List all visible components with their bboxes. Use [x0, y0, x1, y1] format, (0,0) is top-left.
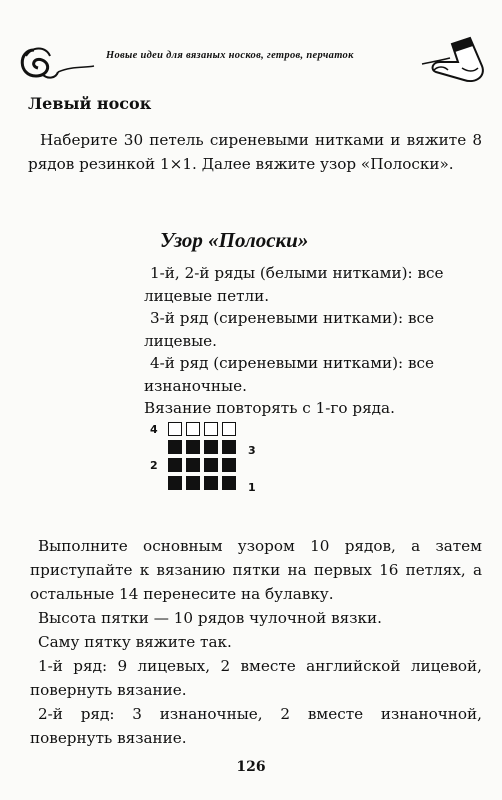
row-label-right: 3 [248, 444, 256, 457]
thread-line [58, 66, 94, 72]
intro-paragraph: Наберите 30 петель сиреневыми нитками и вяжите 8 рядов резинкой 1×1. Далее вяжите узор «Полоски». [28, 131, 482, 173]
running-title: Новые идеи для вязаных носков, гетров, перчаток [106, 50, 354, 61]
pattern-step-first-line: 4-й ряд (сиреневыми нитками): все [150, 354, 435, 372]
stitch-cell-white [168, 422, 182, 436]
pattern-step [144, 397, 482, 420]
row-label-left: 2 [150, 459, 158, 472]
stitch-cell-dark [186, 458, 200, 472]
row-label-left: 4 [150, 423, 158, 436]
body-paragraph: 1-й ряд: 9 лицевых, 2 вместе английской лицевой, повернуть вязание. [30, 657, 482, 699]
stitch-cell-dark [168, 440, 182, 454]
yarn-ball-icon [22, 49, 58, 78]
pattern-step-continuation: лицевые. [144, 331, 217, 350]
pattern-step-first-line: Вязание повторять с 1-го ряда. [144, 399, 395, 417]
stitch-cell-dark [222, 458, 236, 472]
body-paragraph: 2-й ряд: 3 изнаночные, 2 вместе изнаночной, повернуть вязание. [30, 705, 482, 747]
stitch-cell-dark [204, 458, 218, 472]
stitch-cell-white [222, 422, 236, 436]
pattern-step [144, 262, 482, 307]
pattern-title: Узор «Полоски» [160, 228, 309, 252]
stitch-cell-white [204, 422, 218, 436]
row-label-right: 1 [248, 481, 256, 494]
stitch-cell-white [186, 422, 200, 436]
pattern-step-continuation: изнаночные. [144, 376, 247, 395]
stitch-cell-dark [222, 476, 236, 490]
stitch-cell-dark [204, 440, 218, 454]
pattern-step-continuation: лицевые петли. [144, 286, 270, 305]
stitch-cell-dark [186, 440, 200, 454]
body-paragraph: Саму пятку вяжите так. [38, 633, 232, 651]
body-paragraph: Высота пятки — 10 рядов чулочной вязки. [38, 609, 382, 627]
stitch-cell-dark [222, 440, 236, 454]
stitch-chart [150, 422, 270, 502]
header-ornament [12, 28, 490, 98]
stitch-cell-dark [204, 476, 218, 490]
section-title: Левый носок [28, 94, 152, 113]
page-number: 126 [236, 759, 266, 775]
stitch-cell-dark [168, 476, 182, 490]
stitch-cell-dark [168, 458, 182, 472]
pattern-step [144, 352, 482, 397]
pattern-step [144, 307, 482, 352]
body-text [30, 534, 482, 750]
page-header [12, 28, 490, 98]
pattern-step-first-line: 3-й ряд (сиреневыми нитками): все [150, 309, 435, 327]
body-paragraph: Выполните основным узором 10 рядов, а затем приступайте к вязанию пятки на первых 16 петлях, а остальные 14 перенесите на булавку. [30, 537, 482, 603]
pattern-steps [144, 262, 482, 420]
pattern-step-first-line: 1-й, 2-й ряды (белыми нитками): все [150, 264, 444, 282]
stitch-cell-dark [186, 476, 200, 490]
